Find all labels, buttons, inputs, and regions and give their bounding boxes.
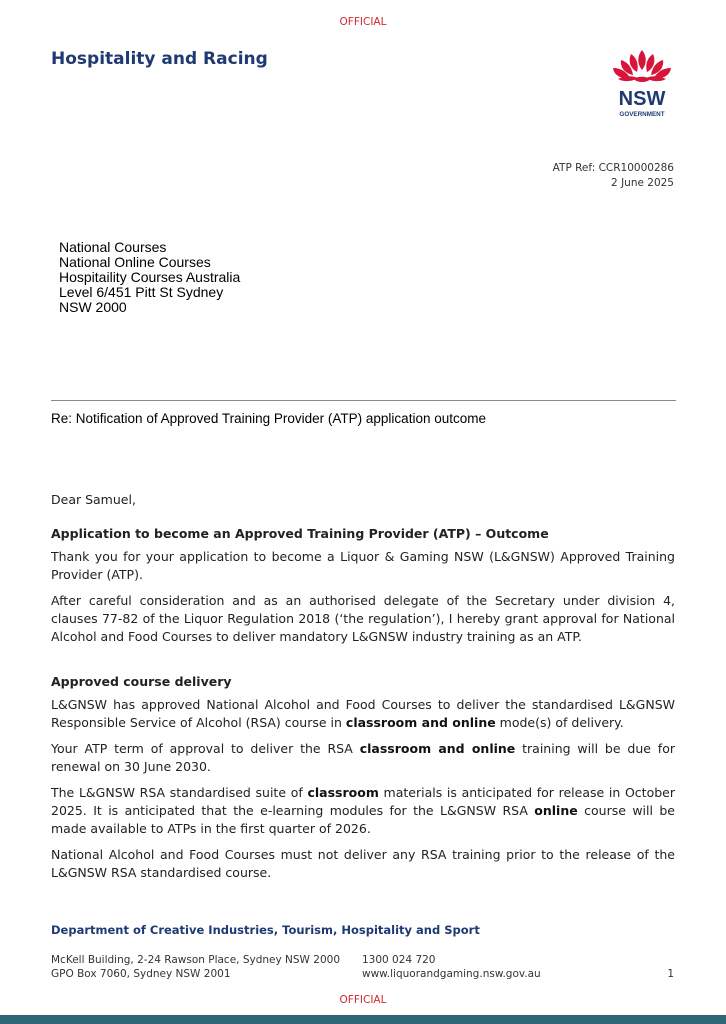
text-run: The L&GNSW RSA standardised suite of — [51, 785, 308, 800]
logo-text-main: NSW — [618, 88, 666, 110]
subject-prefix: Re: — [51, 411, 73, 426]
nsw-government-logo — [604, 48, 680, 122]
text-run: course will be made available to ATPs in the first quarter of 2026. — [51, 803, 675, 836]
letter-date: 2 June 2025 — [611, 177, 674, 189]
text-run: training will be due for renewal on 30 June 2030. — [51, 741, 675, 774]
text-run: L&GNSW has approved National Alcohol and Food Courses to deliver the standardised L&GNSW Responsible Service of Alcohol (RSA) course in — [51, 697, 675, 730]
text-run: mode(s) of delivery. — [495, 715, 624, 730]
footer-address-line: McKell Building, 2-24 Rawson Place, Sydney NSW 2000 — [51, 954, 341, 966]
page-number: 1 — [667, 968, 674, 980]
paragraph-approval: After careful consideration and as an authorised delegate of the Secretary under division 4, clauses 77-82 of the Liquor Regulation 2018 (‘the regulation’), I hereby grant approval for National Alcohol and Food Courses to deliver mandatory L&GNSW industry training as an ATP. — [51, 593, 675, 644]
classification-top: OFFICIAL — [339, 16, 387, 28]
emphasis-delivery-mode: classroom and online — [345, 715, 496, 730]
atp-reference: ATP Ref: CCR10000286 — [552, 162, 674, 174]
paragraph-delivery-modes — [51, 696, 675, 732]
emphasis-delivery-mode: classroom and online — [359, 741, 516, 756]
section-heading-outcome: Application to become an Approved Training Provider (ATP) – Outcome — [51, 526, 549, 541]
footer-address-line: GPO Box 7060, Sydney NSW 2001 — [51, 968, 231, 980]
address-line: National Online Courses — [59, 254, 211, 270]
footer-website: www.liquorandgaming.nsw.gov.au — [362, 968, 541, 980]
org-name: Hospitality and Racing — [51, 49, 268, 69]
paragraph-term — [51, 740, 675, 776]
department-name: Department of Creative Industries, Tourism, Hospitality and Sport — [51, 923, 480, 937]
subject-line — [51, 411, 486, 426]
bottom-color-bar — [0, 1015, 726, 1024]
footer-contact — [362, 953, 541, 981]
emphasis-classroom: classroom — [307, 785, 379, 800]
paragraph-restriction: National Alcohol and Food Courses must not deliver any RSA training prior to the release of the L&GNSW RSA standardised course. — [51, 847, 675, 880]
paragraph-materials — [51, 784, 675, 838]
salutation: Dear Samuel, — [51, 492, 136, 507]
divider — [51, 400, 676, 401]
recipient-address — [59, 240, 240, 315]
text-run: Your ATP term of approval to deliver the RSA — [51, 741, 360, 756]
subject-text: Notification of Approved Training Provider (ATP) application outcome — [75, 411, 486, 426]
section-heading-delivery: Approved course delivery — [51, 674, 232, 689]
address-line: Hospitaility Courses Australia — [59, 269, 241, 285]
address-line: Level 6/451 Pitt St Sydney — [59, 284, 224, 300]
emphasis-online: online — [534, 803, 578, 818]
address-line: NSW 2000 — [59, 299, 127, 315]
address-line: National Courses — [59, 239, 167, 255]
footer-address — [51, 953, 340, 981]
footer-phone: 1300 024 720 — [362, 954, 436, 966]
classification-bottom: OFFICIAL — [339, 994, 387, 1006]
paragraph-thanks: Thank you for your application to become a Liquor & Gaming NSW (L&GNSW) Approved Training Provider (ATP). — [51, 549, 675, 582]
waratah-flower-icon — [604, 48, 680, 122]
text-run: materials is anticipated for release in October 2025. It is anticipated that the e-learning modules for the L&GNSW RSA — [51, 785, 675, 818]
logo-text-sub: GOVERNMENT — [619, 111, 665, 118]
